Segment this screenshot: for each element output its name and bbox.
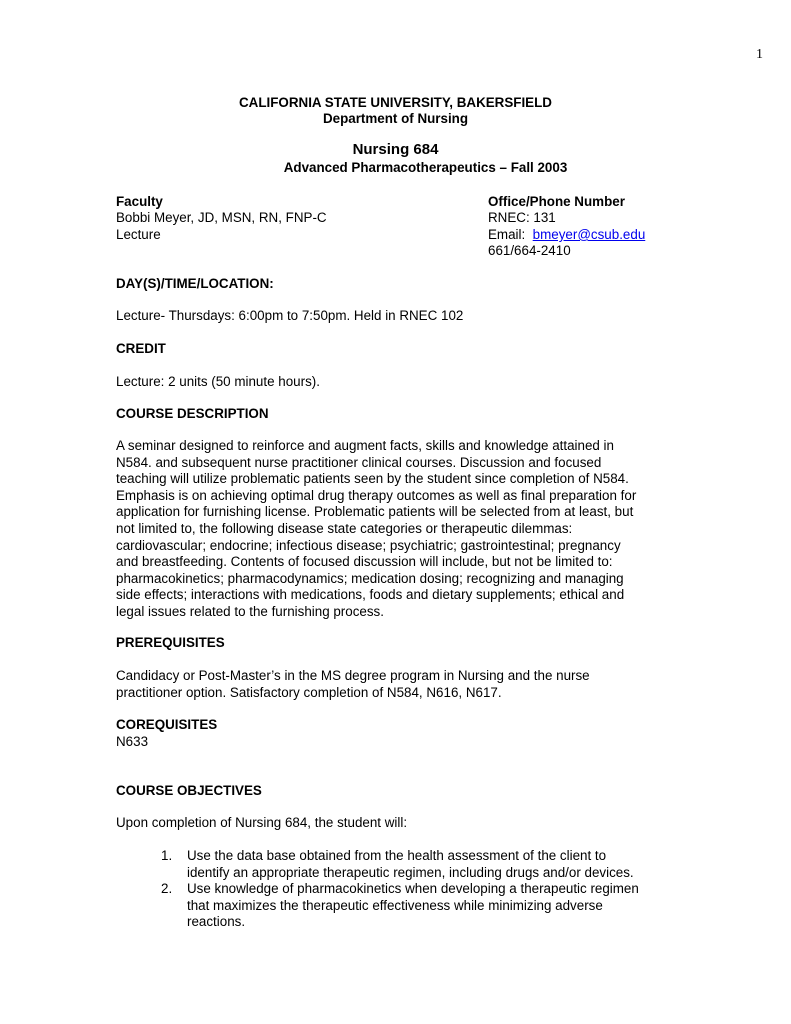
corequisites-text: N633 — [116, 734, 149, 749]
description-paragraph — [116, 438, 686, 621]
objectives-intro: Upon completion of Nursing 684, the student will: — [116, 815, 408, 830]
description-line: application for furnishing license. Problematic patients will be selected from at least, but — [116, 504, 634, 520]
email-link[interactable]: bmeyer@csub.edu — [532, 227, 646, 242]
schedule-heading: DAY(S)/TIME/LOCATION: — [116, 276, 274, 291]
description-line: pharmacokinetics; pharmacodynamics; medication dosing; recognizing and managing — [116, 570, 624, 586]
list-item — [161, 881, 681, 931]
faculty-name: Bobbi Meyer, JD, MSN, RN, FNP-C — [116, 210, 327, 225]
office-email-row — [488, 227, 645, 242]
prerequisites-heading: PREREQUISITES — [116, 635, 225, 650]
office-room: RNEC: 131 — [488, 210, 556, 225]
description-line: teaching will utilize problematic patients seen by the student since completion of N584. — [116, 471, 629, 487]
prerequisites-line: practitioner option. Satisfactory completion of N584, N616, N617. — [116, 684, 502, 700]
department-name: Department of Nursing — [322, 111, 469, 126]
prerequisites-paragraph — [116, 668, 686, 701]
list-item-line: reactions. — [187, 914, 246, 930]
description-line: not limited to, the following disease state categories or therapeutic dilemmas: — [116, 520, 573, 536]
faculty-role: Lecture — [116, 227, 161, 242]
objectives-heading: COURSE OBJECTIVES — [116, 783, 262, 798]
description-line: A seminar designed to reinforce and augment facts, skills and knowledge attained in — [116, 438, 614, 453]
description-line: Emphasis is on achieving optimal drug therapy outcomes as well as final preparation for — [116, 487, 637, 503]
list-item — [161, 848, 681, 881]
description-line: side effects; interactions with medications, foods and dietary supplements; ethical and — [116, 587, 625, 603]
faculty-heading: Faculty — [116, 194, 163, 209]
schedule-text: Lecture- Thursdays: 6:00pm to 7:50pm. Held in RNEC 102 — [116, 308, 464, 323]
description-line: cardiovascular; endocrine; infectious disease; psychiatric; gastrointestinal; pregnancy — [116, 537, 621, 553]
list-item-number: 2. — [161, 881, 173, 897]
list-item-line: Use knowledge of pharmacokinetics when developing a therapeutic regimen — [187, 881, 639, 897]
list-item-line: identify an appropriate therapeutic regimen, including drugs and/or devices. — [187, 864, 634, 880]
description-line: legal issues related to the furnishing process. — [116, 603, 384, 619]
description-line: and breastfeeding. Contents of focused discussion will include, but not be limited to: — [116, 554, 613, 570]
list-item-line: Use the data base obtained from the health assessment of the client to — [187, 848, 607, 863]
course-title: Advanced Pharmacotherapeutics – Fall 2003 — [283, 160, 568, 175]
description-heading: COURSE DESCRIPTION — [116, 406, 269, 421]
list-item-number: 1. — [161, 848, 173, 863]
credit-heading: CREDIT — [116, 341, 166, 356]
list-item-line: that maximizes the therapeutic effectiveness while minimizing adverse — [187, 897, 603, 913]
credit-text: Lecture: 2 units (50 minute hours). — [116, 374, 320, 389]
prerequisites-line: Candidacy or Post-Master’s in the MS degree program in Nursing and the nurse — [116, 668, 590, 683]
email-label: Email: — [488, 227, 526, 242]
university-name: CALIFORNIA STATE UNIVERSITY, BAKERSFIELD — [239, 95, 552, 110]
course-number: Nursing 684 — [352, 141, 439, 158]
objectives-list — [161, 848, 681, 931]
office-heading: Office/Phone Number — [488, 194, 625, 209]
page-number: 1 — [756, 47, 763, 62]
office-phone: 661/664-2410 — [488, 243, 571, 258]
description-line: N584. and subsequent nurse practitioner clinical courses. Discussion and focused — [116, 454, 602, 470]
corequisites-heading: COREQUISITES — [116, 717, 218, 732]
